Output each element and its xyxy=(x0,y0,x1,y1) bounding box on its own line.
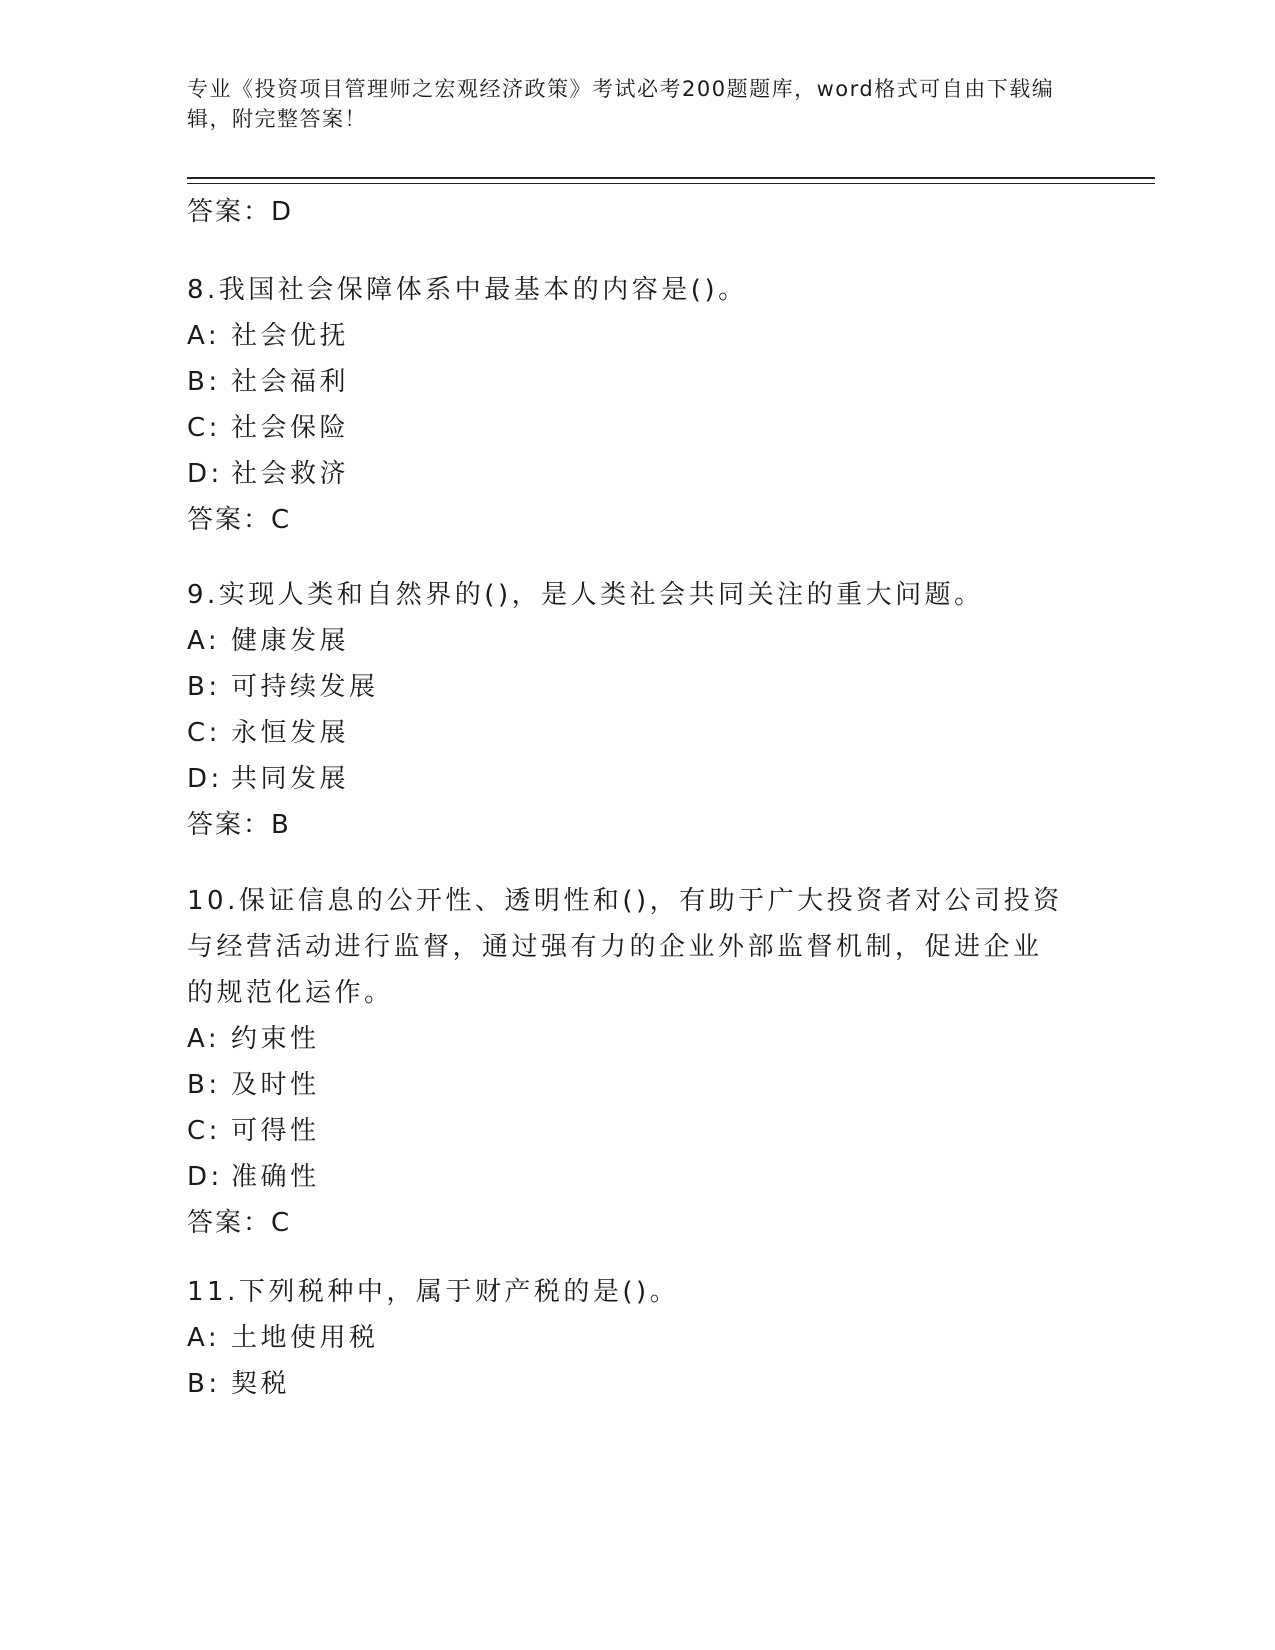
question-text: 8.我国社会保障体系中最基本的内容是()。 xyxy=(187,275,748,305)
option-key: A: xyxy=(187,626,221,656)
option-key: D: xyxy=(187,764,223,794)
option-key: A: xyxy=(187,321,221,351)
question-8 xyxy=(187,267,1067,543)
option-key: C: xyxy=(187,718,221,748)
question-9 xyxy=(187,572,1067,848)
document-header: 专业《投资项目管理师之宏观经济政策》考试必考200题题库，word格式可自由下载编辑，附完整答案！ xyxy=(187,77,1055,131)
option-text: 社会保险 xyxy=(231,413,350,443)
option-text: 社会优抚 xyxy=(231,321,350,351)
option-b xyxy=(187,359,1067,405)
option-text: 社会救济 xyxy=(231,459,350,489)
option-text: 社会福利 xyxy=(231,367,350,397)
option-text: 可持续发展 xyxy=(231,672,379,702)
option-text: 共同发展 xyxy=(231,764,350,794)
option-key: D: xyxy=(187,1162,223,1192)
answer: 答案：B xyxy=(187,810,291,840)
option-key: B: xyxy=(187,1369,221,1399)
option-key: B: xyxy=(187,672,221,702)
option-c xyxy=(187,710,1067,756)
option-b xyxy=(187,664,1067,710)
question-10 xyxy=(187,878,1067,1246)
option-text: 契税 xyxy=(231,1369,291,1399)
question-11 xyxy=(187,1269,1067,1407)
option-a xyxy=(187,1016,1067,1062)
question-text: 9.实现人类和自然界的()，是人类社会共同关注的重大问题。 xyxy=(187,580,984,610)
question-text: 10.保证信息的公开性、透明性和()，有助于广大投资者对公司投资与经营活动进行监督，通过强有力的企业外部监督机制，促进企业的规范化运作。 xyxy=(187,886,1063,1008)
header-rule-thick xyxy=(187,177,1155,179)
option-key: B: xyxy=(187,367,221,397)
option-d xyxy=(187,1154,1067,1200)
answer: 答案：C xyxy=(187,505,292,535)
option-key: A: xyxy=(187,1323,221,1353)
header-rule-thin xyxy=(187,183,1155,184)
option-a xyxy=(187,313,1067,359)
option-text: 健康发展 xyxy=(231,626,350,656)
option-d xyxy=(187,451,1067,497)
option-text: 约束性 xyxy=(231,1024,320,1054)
option-a xyxy=(187,1315,1067,1361)
option-key: B: xyxy=(187,1070,221,1100)
option-b xyxy=(187,1361,1067,1407)
option-key: A: xyxy=(187,1024,221,1054)
option-d xyxy=(187,756,1067,802)
option-key: D: xyxy=(187,459,223,489)
option-c xyxy=(187,405,1067,451)
option-text: 土地使用税 xyxy=(231,1323,379,1353)
option-key: C: xyxy=(187,1116,221,1146)
option-key: C: xyxy=(187,413,221,443)
option-a xyxy=(187,618,1067,664)
option-text: 可得性 xyxy=(231,1116,320,1146)
option-text: 及时性 xyxy=(231,1070,320,1100)
option-b xyxy=(187,1062,1067,1108)
option-text: 永恒发展 xyxy=(231,718,350,748)
answer: 答案：C xyxy=(187,1208,292,1238)
previous-answer: 答案：D xyxy=(187,197,294,227)
question-text: 11.下列税种中，属于财产税的是()。 xyxy=(187,1277,680,1307)
option-c xyxy=(187,1108,1067,1154)
option-text: 准确性 xyxy=(231,1162,320,1192)
